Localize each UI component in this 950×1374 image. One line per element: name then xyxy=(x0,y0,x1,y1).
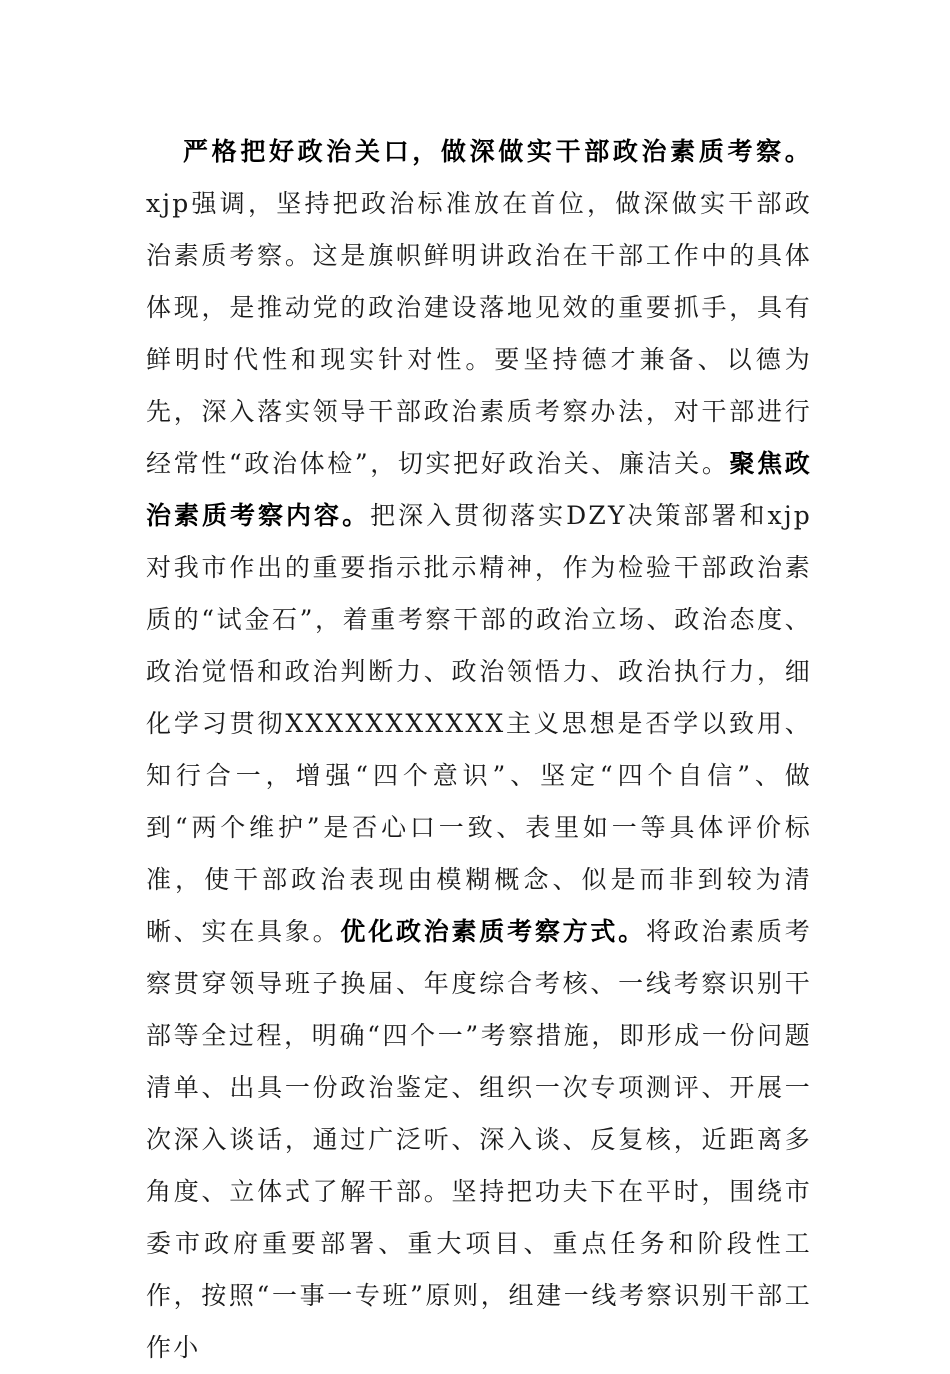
heading-optimize-method: 优化政治素质考察方式。 xyxy=(340,917,646,946)
text-assessment-content: 把深入贯彻落实DZY决策部署和xjp对我市作出的重要指示批示精神，作为检验干部政治素质的“试金石”，着重考察干部的政治立场、政治态度、政治觉悟和政治判断力、政治领悟力、政治执行力，细化学习贯彻XXXXXXXXXXX主义思想是否学以致用、知行合一，增强“四个意识”、坚定“四个自信”、做到“两个维护”是否心口一致、表里如一等具体评价标准，使干部政治表现由模糊概念、似是而非到较为清晰、实在具象。 xyxy=(146,501,813,946)
text-political-standards: xjp强调，坚持把政治标准放在首位，做深做实干部政治素质考察。这是旗帜鲜明讲政治在干部工作中的具体体现，是推动党的政治建设落地见效的重要抓手，具有鲜明时代性和现实针对性。要坚持德才兼备、以德为先，深入落实领导干部政治素质考察办法，对干部进行经常性“政治体检”，切实把好政治关、廉洁关。 xyxy=(146,189,812,478)
heading-focus-content: 聚焦政治素质考察内容。 xyxy=(146,449,813,530)
body-paragraph xyxy=(146,126,812,1374)
text-assessment-method: 将政治素质考察贯穿领导班子换届、年度综合考核、一线考察识别干部等全过程，明确“四个一”考察措施，即形成一份问题清单、出具一份政治鉴定、组织一次专项测评、开展一次深入谈话，通过广泛听、深入谈、反复核，近距离多角度、立体式了解干部。坚持把功夫下在平时，围绕市委市政府重要部署、重大项目、重点任务和阶段性工作，按照“一事一专班”原则，组建一线考察识别干部工作小 xyxy=(146,917,813,1362)
heading-strict-political-check: 严格把好政治关口，做深做实干部政治素质考察。 xyxy=(183,137,812,166)
